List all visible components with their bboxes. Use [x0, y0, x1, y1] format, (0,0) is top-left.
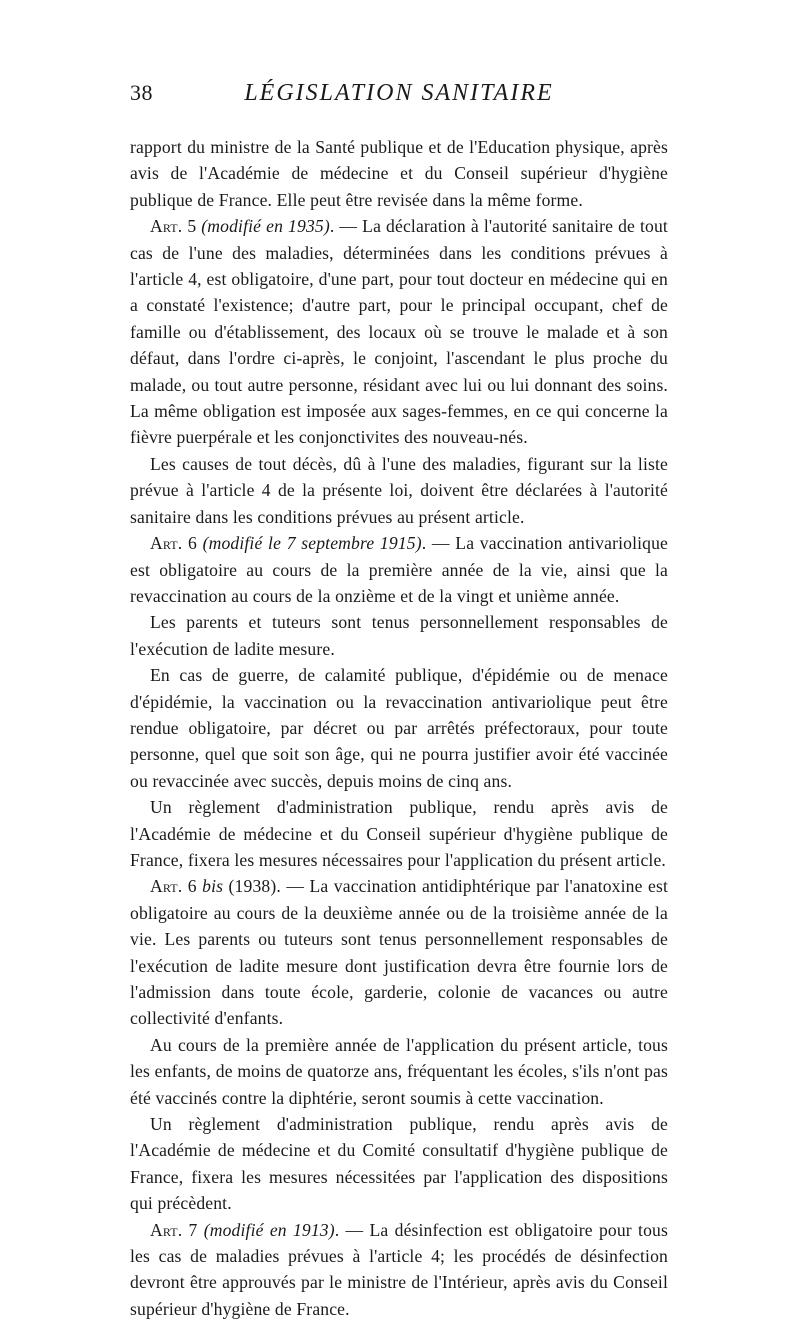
paragraph: Un règlement d'administration publique, rendu après avis de l'Académie de médecine et du Conseil supérieur d'hygiène publique de France, fixera les mesures nécessaires pour l'application du présent article. [130, 797, 668, 870]
article-label: Art. 7 [150, 1219, 198, 1240]
page-header [130, 80, 668, 116]
article-note: (modifié en 1935) [201, 216, 330, 237]
article-note: bis [202, 876, 224, 897]
article-label: Art. 5 [150, 216, 197, 237]
article-5 [130, 213, 668, 451]
article-6-bis [130, 873, 668, 1031]
running-title: LÉGISLATION SANITAIRE [244, 80, 554, 106]
article-note: (modifié le 7 septembre 1915) [202, 533, 422, 554]
article-7 [130, 1217, 668, 1322]
article-label: Art. 6 [150, 876, 197, 897]
article-text: (1938). — La vaccination antidiphtérique par l'anatoxine est obligatoire au cours de la deuxième année ou de la troisième année de la vie. Les parents ou tuteurs sont tenus personnellement responsables de l'exécution de ladite mesure dont justification devra être fournie lors de l'admission dans toute école, garderie, colonie de vacances ou autre collectivité d'enfants. [130, 876, 668, 1029]
paragraph: Les parents et tuteurs sont tenus personnellement responsables de l'exécution de ladite mesure. [130, 612, 668, 659]
paragraph: Au cours de la première année de l'application du présent article, tous les enfants, de moins de quatorze ans, fréquentant les écoles, s'ils n'ont pas été vaccinés contre la diphtérie, seront soumis à cette vaccination. [130, 1034, 668, 1108]
article-text: . — La déclaration à l'autorité sanitaire de tout cas de l'une des maladies, déterminées dans les conditions prévues à l'article 4, est obligatoire, d'une part, pour tout docteur en médecine qui en a constaté l'existence; d'autre part, pour le principal occupant, chef de famille ou d'établissement, des locaux où se trouve le malade et à son défaut, dans l'ordre ci-après, le conjoint, l'ascendant le plus proche du malade, ou tout autre personne, résidant avec lui ou lui donnant des soins. La même obligation est imposée aux sages-femmes, en ce qui concerne la fièvre puerpérale et les conjonctivites des nouveau-nés. [130, 216, 668, 448]
article-label: Art. 6 [150, 533, 197, 554]
article-6 [130, 530, 668, 609]
paragraph: Les causes de tout décès, dû à l'une des maladies, figurant sur la liste prévue à l'article 4 de la présente loi, doivent être déclarées à l'autorité sanitaire dans les conditions prévues au présent article. [130, 453, 668, 527]
article-text: . — La désinfection est obligatoire pour tous les cas de maladies prévues à l'article 4; les procédés de désinfection devront être approuvés par le ministre de l'Intérieur, après avis du Conseil supérieur d'hygiène de France. [130, 1219, 668, 1319]
article-note: (modifié en 1913) [203, 1219, 335, 1240]
body-text [130, 134, 668, 1322]
article-text: . — La vaccination antivariolique est obligatoire au cours de la première année de la vie, ainsi que la revaccination au cours de la onzième et de la vingt et unième année. [130, 533, 668, 606]
paragraph-continuation: rapport du ministre de la Santé publique et de l'Education physique, après avis de l'Académie de médecine et du Conseil supérieur d'hygiène publique de France. Elle peut être revisée dans la même forme. [130, 137, 668, 210]
paragraph: En cas de guerre, de calamité publique, d'épidémie ou de menace d'épidémie, la vaccination ou la revaccination antivariolique peut être rendue obligatoire, par décret ou par arrêtés préfectoraux, pour toute personne, quel que soit son âge, qui ne pourra justifier avoir été vaccinée ou revaccinée avec succès, depuis moins de cinq ans. [130, 665, 668, 791]
page-number: 38 [130, 80, 153, 105]
paragraph: Un règlement d'administration publique, rendu après avis de l'Académie de médecine et du Comité consultatif d'hygiène publique de France, fixera les mesures nécessitées par l'application des dispositions qui précèdent. [130, 1114, 668, 1214]
